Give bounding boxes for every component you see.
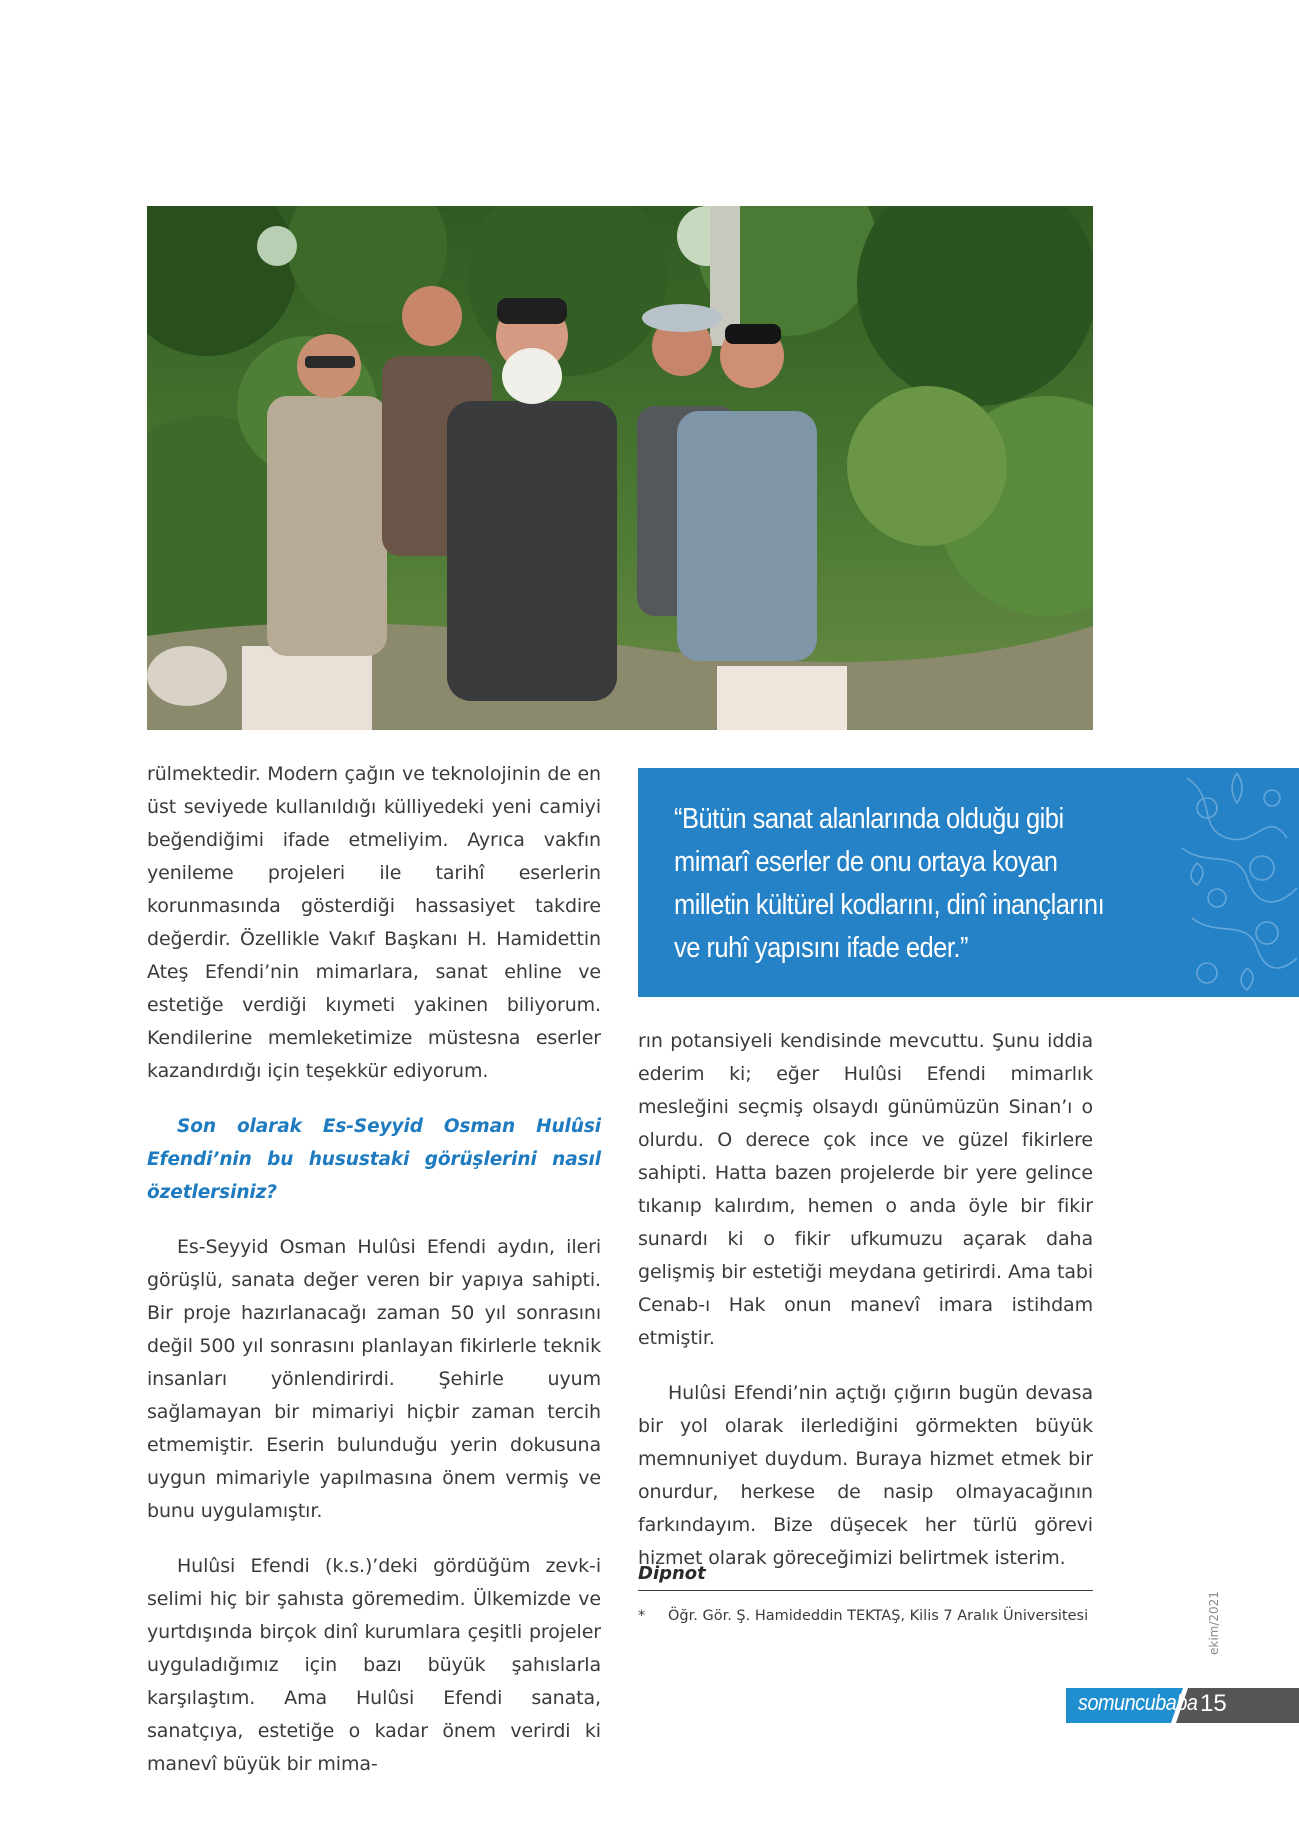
magazine-brand: somuncubaba — [1078, 1690, 1198, 1715]
footnote-text: Öğr. Gör. Ş. Hamideddin TEKTAŞ, Kilis 7 Aralık Üniversitesi — [668, 1608, 1089, 1624]
footer-brand-bar — [1066, 1688, 1299, 1723]
paragraph: Hulûsi Efendi (k.s.)’deki gördüğüm zevk-i selimi hiç bir şahısta göremedim. Ülkemizde ve yurtdışında birçok dinî kurumlara çeşitli projeler uyguladığımız için bazı büyük şahıslarla karşılaştım. Ama Hulûsi Efendi sanata, sanatçıya, estetiğe o kadar önem verirdi ki manevî büyük bir mima- — [147, 1555, 601, 1775]
right-text-column — [638, 1025, 1093, 1575]
issue-date: ekim/2021 — [1207, 1591, 1221, 1655]
paragraph: Es-Seyyid Osman Hulûsi Efendi aydın, ileri görüşlü, sanata değer veren bir yapıya sahipti. Bir proje hazırlanacağı zaman 50 yıl sonrasını değil 500 yıl sonrasını planlayan fikirlerle teknik insanları yönlendirirdi. Şehirle uyum sağlamayan bir mimariyi hiçbir zaman tercih etmemiştir. Eserin bulunduğu yerin dokusuna uygun mimariyle yapılmasına önem vermiş ve bunu uygulamıştır. — [147, 1236, 601, 1522]
pull-quote — [638, 768, 1299, 997]
interview-question: Son olarak Es-Seyyid Osman Hulûsi Efendi’nin bu husustaki görüşlerini nasıl özetlersiniz? — [147, 1116, 601, 1203]
floral-ornament-icon — [1177, 768, 1299, 997]
footnote — [638, 1608, 1098, 1624]
paragraph: Hulûsi Efendi’nin açtığı çığırın bugün devasa bir yol olarak ilerlediğini görmekten büyük memnuniyet duydum. Buraya hizmet etmek bir onurdur, herkese de nasip olmayacağının farkındayım. Bize düşecek her türlü görevi hizmet olarak göreceğimizi belirtmek isterim. — [638, 1382, 1093, 1569]
footnote-marker: * — [638, 1608, 646, 1624]
pull-quote-text: “Bütün sanat alanlarında olduğu gibi mimarî eserler de onu ortaya koyan milletin kültürel kodlarını, dinî inançlarını ve ruhî yapısını ifade eder.” — [674, 803, 1105, 964]
article-photo — [147, 206, 1093, 730]
paragraph: rın potansiyeli kendisinde mevcuttu. Şunu iddia ederim ki; eğer Hulûsi Efendi mimarlık mesleğini seçmiş olsaydı günümüzün Sinan’ı o olurdu. O derece çok ince ve güzel fikirlere sahipti. Hatta bazen projelerde bir yere gelince tıkanıp kalırdım, hemen o anda öyle bir fikir sunardı ki o fikir ufkumuzu açarak daha gelişmiş bir estetiği meydana getirirdi. Ama tabi Cenab-ı Hak onun manevî imara istihdam etmiştir. — [638, 1030, 1093, 1349]
left-text-column — [147, 758, 601, 1781]
page-number: 15 — [1200, 1690, 1227, 1717]
footnote-heading: Dipnot — [638, 1563, 1093, 1591]
paragraph: rülmektedir. Modern çağın ve teknolojinin de en üst seviyede kullanıldığı külliyedeki yeni camiyi beğendiğimi ifade etmeliyim. Ayrıca vakfın yenileme projeleri ile tarihî eserlerin korunmasında gösterdiği hassasiyet takdire değerdir. Özellikle Vakıf Başkanı H. Hamidettin Ateş Efendi’nin mimarlara, sanat ehline ve estetiğe verdiği kıymeti yakinen biliyorum. Kendilerine memleketimize müstesna eserler kazandırdığı için teşekkür ediyorum. — [147, 763, 601, 1082]
